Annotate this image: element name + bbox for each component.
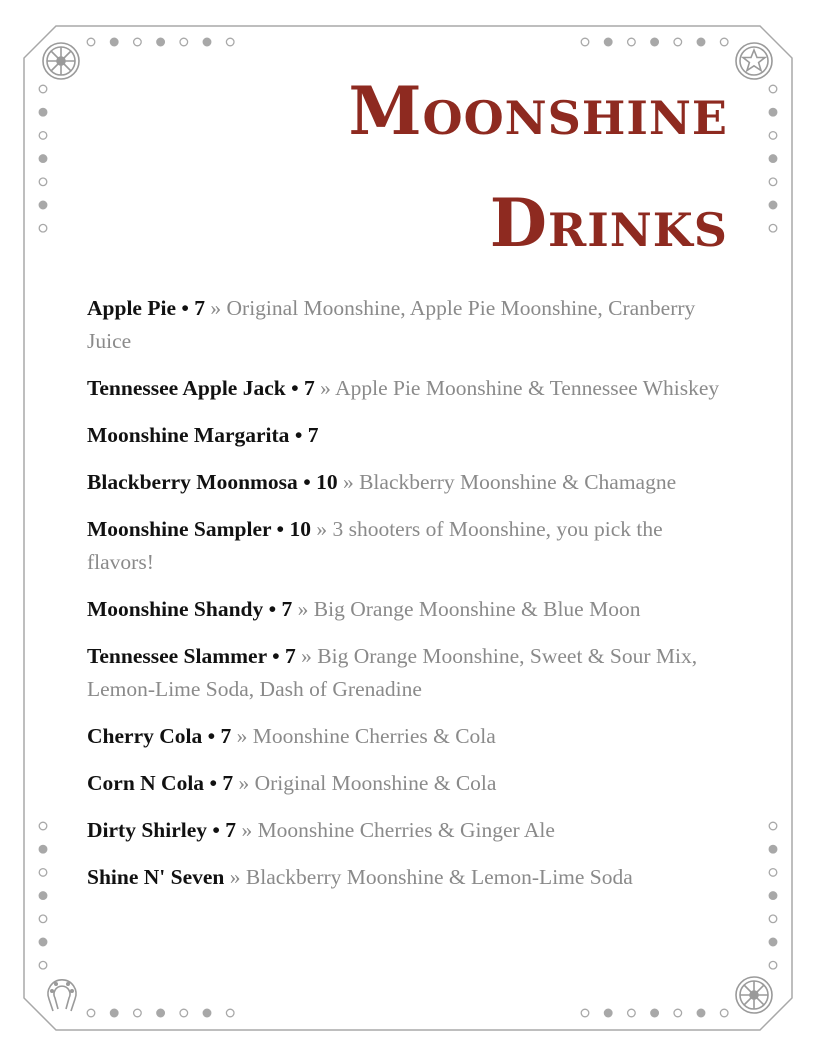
border-dot bbox=[180, 1009, 188, 1017]
drink-description: » Original Moonshine, Apple Pie Moonshine, Cranberry Juice bbox=[87, 296, 696, 353]
border-dot bbox=[110, 38, 118, 46]
border-dot bbox=[720, 38, 728, 46]
drink-menu-list bbox=[87, 292, 727, 908]
drink-description: » Blackberry Moonshine & Lemon-Lime Soda bbox=[224, 865, 633, 889]
border-dot bbox=[769, 961, 777, 969]
border-dot bbox=[628, 1009, 636, 1017]
drink-description: » 3 shooters of Moonshine, you pick the flavors! bbox=[87, 517, 663, 574]
menu-item bbox=[87, 767, 727, 800]
drink-name: Apple Pie bbox=[87, 296, 176, 320]
border-dot bbox=[39, 178, 47, 186]
drink-price: • 7 bbox=[175, 296, 206, 320]
border-dot bbox=[203, 1009, 211, 1017]
border-dot bbox=[39, 132, 47, 140]
drink-price: • 7 bbox=[285, 376, 315, 400]
border-dot bbox=[651, 38, 659, 46]
menu-item bbox=[87, 292, 727, 358]
border-dot bbox=[769, 845, 777, 853]
menu-item bbox=[87, 861, 727, 894]
drink-description: » Moonshine Cherries & Cola bbox=[231, 724, 496, 748]
border-dot bbox=[769, 178, 777, 186]
border-dot bbox=[604, 1009, 612, 1017]
border-dot bbox=[769, 915, 777, 923]
horseshoe-icon bbox=[48, 980, 76, 1011]
menu-item bbox=[87, 640, 727, 706]
drink-name: Shine N' Seven bbox=[87, 865, 225, 889]
drink-price: • 10 bbox=[297, 470, 338, 494]
wagon-wheel-icon bbox=[43, 43, 79, 79]
drink-description: » Moonshine Cherries & Ginger Ale bbox=[236, 818, 555, 842]
drink-description: » Apple Pie Moonshine & Tennessee Whiskey bbox=[314, 376, 720, 400]
border-dot bbox=[769, 224, 777, 232]
drink-name: Cherry Cola bbox=[87, 724, 203, 748]
border-dot bbox=[604, 38, 612, 46]
border-dot bbox=[39, 155, 47, 163]
border-dot bbox=[769, 155, 777, 163]
border-dot bbox=[226, 38, 234, 46]
drink-description: » Original Moonshine & Cola bbox=[233, 771, 497, 795]
border-dot bbox=[720, 1009, 728, 1017]
drink-name: Moonshine Margarita bbox=[87, 423, 290, 447]
drink-description: » Blackberry Moonshine & Chamagne bbox=[337, 470, 677, 494]
border-dot bbox=[39, 845, 47, 853]
border-dot bbox=[39, 822, 47, 830]
star-badge-icon bbox=[736, 43, 772, 79]
border-dot bbox=[134, 1009, 142, 1017]
drink-name: Tennessee Apple Jack bbox=[87, 376, 286, 400]
menu-item bbox=[87, 372, 727, 405]
border-dot bbox=[39, 869, 47, 877]
drink-name: Dirty Shirley bbox=[87, 818, 208, 842]
border-dot bbox=[110, 1009, 118, 1017]
border-dot bbox=[39, 938, 47, 946]
border-dot bbox=[769, 869, 777, 877]
border-dot bbox=[39, 892, 47, 900]
drink-name: Corn N Cola bbox=[87, 771, 205, 795]
border-dot bbox=[39, 201, 47, 209]
drink-description: » Big Orange Moonshine, Sweet & Sour Mix, Lemon-Lime Soda, Dash of Grenadine bbox=[87, 644, 698, 701]
border-dot bbox=[769, 132, 777, 140]
border-dot bbox=[651, 1009, 659, 1017]
border-dot bbox=[157, 1009, 165, 1017]
border-dot bbox=[628, 38, 636, 46]
border-dot bbox=[769, 938, 777, 946]
border-dot bbox=[226, 1009, 234, 1017]
border-dot bbox=[581, 1009, 589, 1017]
drink-price: • 7 bbox=[204, 771, 234, 795]
border-dot bbox=[39, 85, 47, 93]
drink-price: • 10 bbox=[271, 517, 311, 541]
drink-price: • 7 bbox=[289, 423, 319, 447]
border-dot bbox=[87, 38, 95, 46]
border-dot bbox=[203, 38, 211, 46]
border-dot bbox=[87, 1009, 95, 1017]
border-dot bbox=[769, 108, 777, 116]
border-dot bbox=[697, 38, 705, 46]
page-title-line-2: Drinks bbox=[489, 184, 728, 262]
border-dot bbox=[769, 892, 777, 900]
border-dot bbox=[769, 822, 777, 830]
menu-item bbox=[87, 466, 727, 499]
border-dot bbox=[697, 1009, 705, 1017]
drink-price: • 7 bbox=[202, 724, 232, 748]
drink-price: • 7 bbox=[207, 818, 237, 842]
drink-name: Blackberry Moonmosa bbox=[87, 470, 298, 494]
drink-description: » Big Orange Moonshine & Blue Moon bbox=[292, 597, 641, 621]
menu-item bbox=[87, 419, 727, 452]
border-dot bbox=[39, 915, 47, 923]
border-dot bbox=[39, 961, 47, 969]
border-dot bbox=[581, 38, 589, 46]
border-dot bbox=[39, 224, 47, 232]
border-dot bbox=[39, 108, 47, 116]
page-title-line-1: Moonshine bbox=[348, 72, 728, 150]
border-dot bbox=[769, 85, 777, 93]
drink-price: • 7 bbox=[266, 644, 296, 668]
menu-item bbox=[87, 720, 727, 753]
border-dot bbox=[674, 1009, 682, 1017]
menu-item bbox=[87, 513, 727, 579]
drink-name: Moonshine Sampler bbox=[87, 517, 272, 541]
border-dot bbox=[157, 38, 165, 46]
border-dot bbox=[674, 38, 682, 46]
wagon-wheel-icon bbox=[736, 977, 772, 1013]
menu-item bbox=[87, 593, 727, 626]
drink-name: Moonshine Shandy bbox=[87, 597, 264, 621]
border-dot bbox=[769, 201, 777, 209]
border-dot bbox=[134, 38, 142, 46]
menu-item bbox=[87, 814, 727, 847]
drink-name: Tennessee Slammer bbox=[87, 644, 267, 668]
drink-price: • 7 bbox=[263, 597, 293, 621]
border-dot bbox=[180, 38, 188, 46]
